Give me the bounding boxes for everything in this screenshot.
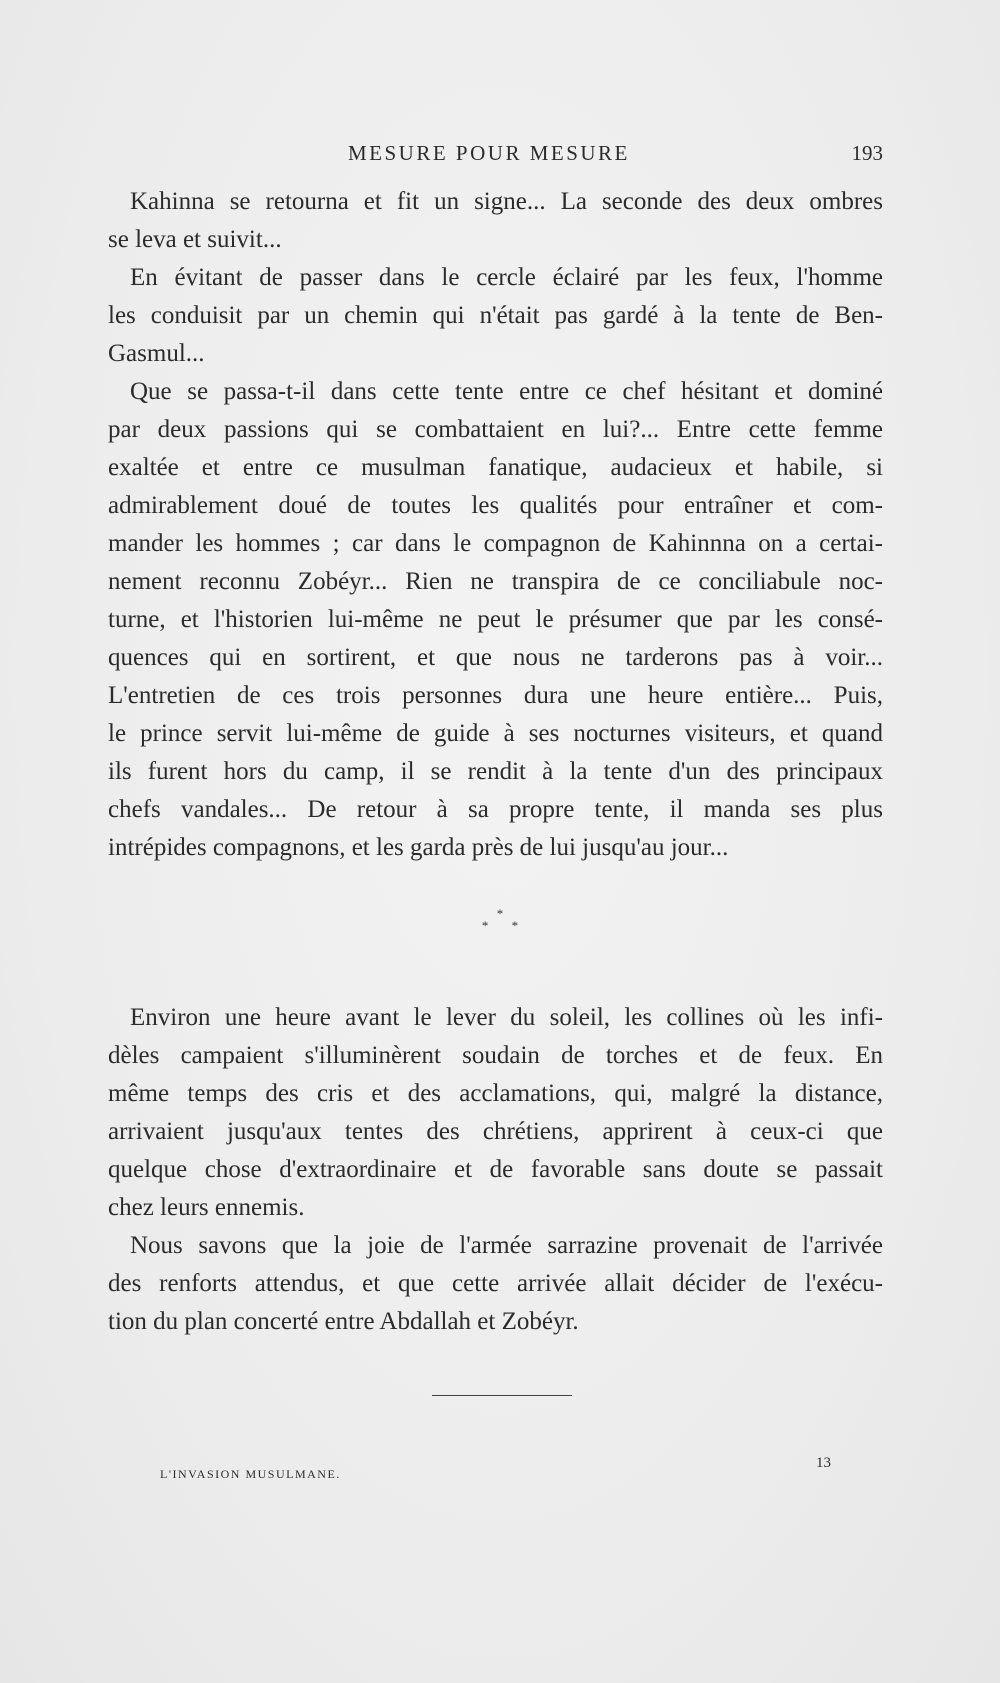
text-line: mander les hommes ; car dans le compagnon de Kahinnna on a certai-	[108, 530, 883, 557]
page-header	[108, 141, 883, 169]
sheet-number: 13	[816, 1455, 831, 1471]
text-line: arrivaient jusqu'aux tentes des chrétiens, apprirent à ceux-ci que	[108, 1118, 883, 1145]
text-line: le prince servit lui-même de guide à ses nocturnes visiteurs, et quand	[108, 720, 883, 747]
text-line: intrépides compagnons, et les garda près de lui jusqu'au jour...	[108, 834, 729, 861]
text-line: les conduisit par un chemin qui n'était pas gardé à la tente de Ben-	[108, 302, 883, 329]
text-line: chefs vandales... De retour à sa propre tente, il manda ses plus	[108, 796, 883, 823]
text-line: Environ une heure avant le lever du soleil, les collines où les infi-	[130, 1004, 883, 1031]
text-line: Que se passa-t-il dans cette tente entre ce chef hésitant et dominé	[130, 378, 883, 405]
text-line: des renforts attendus, et que cette arrivée allait décider de l'exécu-	[108, 1270, 883, 1297]
asterism-bottom: * *	[481, 918, 529, 933]
text-line: Kahinna se retourna et fit un signe... La seconde des deux ombres	[130, 188, 883, 215]
text-line: chez leurs ennemis.	[108, 1194, 305, 1221]
text-line: tion du plan concerté entre Abdallah et Zobéyr.	[108, 1308, 579, 1335]
asterism-separator	[460, 908, 540, 942]
text-line: se leva et suivit...	[108, 226, 282, 253]
text-line: admirablement doué de toutes les qualités pour entraîner et com-	[108, 492, 883, 519]
signature-mark: L'INVASION MUSULMANE.	[160, 1467, 341, 1481]
text-line: même temps des cris et des acclamations, qui, malgré la distance,	[108, 1080, 883, 1107]
text-line: En évitant de passer dans le cercle éclairé par les feux, l'homme	[130, 264, 883, 291]
asterism-top: *	[496, 906, 504, 921]
text-line: Nous savons que la joie de l'armée sarrazine provenait de l'arrivée	[130, 1232, 883, 1259]
text-line: ils furent hors du camp, il se rendit à la tente d'un des principaux	[108, 758, 883, 785]
text-line: dèles campaient s'illuminèrent soudain de torches et de feux. En	[108, 1042, 883, 1069]
horizontal-rule	[432, 1395, 572, 1396]
text-line: par deux passions qui se combattaient en lui?... Entre cette femme	[108, 416, 883, 443]
running-title: MESURE POUR MESURE	[348, 141, 630, 165]
text-line: nement reconnu Zobéyr... Rien ne transpira de ce conciliabule noc-	[108, 568, 883, 595]
page-number: 193	[851, 141, 883, 165]
text-line: L'entretien de ces trois personnes dura une heure entière... Puis,	[108, 682, 883, 709]
text-line: quelque chose d'extraordinaire et de favorable sans doute se passait	[108, 1156, 883, 1183]
text-line: Gasmul...	[108, 340, 205, 367]
text-line: quences qui en sortirent, et que nous ne tarderons pas à voir...	[108, 644, 883, 671]
text-line: exaltée et entre ce musulman fanatique, audacieux et habile, si	[108, 454, 883, 481]
text-line: turne, et l'historien lui-même ne peut le présumer que par les consé-	[108, 606, 883, 633]
